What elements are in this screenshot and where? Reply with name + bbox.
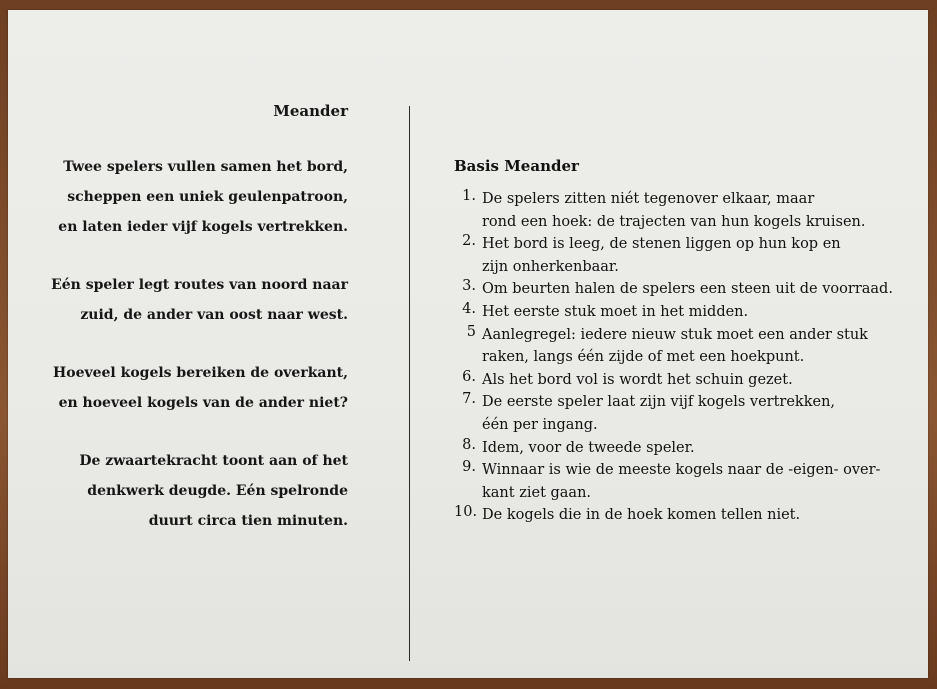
rule-text: [482, 301, 924, 324]
rule-text: [482, 188, 924, 233]
rule-item: [454, 301, 924, 324]
rule-line: één per ingang.: [482, 416, 598, 433]
rule-line: De kogels die in de hoek komen tellen niet.: [482, 507, 801, 524]
intro-stanza: [28, 446, 348, 536]
rule-line: rond een hoek: de trajecten van hun kogels kruisen.: [482, 213, 866, 230]
rule-item: [454, 233, 924, 278]
rule-line: raken, langs één zijde of met een hoekpunt.: [482, 349, 805, 366]
rules-card: [8, 10, 928, 678]
rule-line: Het bord is leeg, de stenen liggen op hun kop en: [482, 236, 841, 253]
rule-text: [482, 369, 924, 392]
rule-item: [454, 391, 924, 436]
stanza-line: Hoeveel kogels bereiken de overkant,: [53, 365, 348, 381]
rule-text: [482, 278, 924, 301]
rule-item: [454, 324, 924, 369]
rule-text: [482, 391, 924, 436]
rule-number: 1.: [462, 188, 476, 204]
rule-item: [454, 188, 924, 233]
rule-number: 3.: [462, 278, 476, 295]
rule-item: [454, 459, 924, 504]
intro-stanza: [28, 270, 348, 330]
rules-title: Basis Meander: [454, 157, 579, 175]
rule-line: De eerste speler laat zijn vijf kogels vertrekken,: [482, 394, 836, 411]
intro-stanza: [28, 152, 348, 242]
rule-item: [454, 437, 924, 460]
rule-item: [454, 504, 924, 527]
intro-column: [28, 102, 348, 564]
rule-line: Idem, voor de tweede speler.: [482, 439, 695, 456]
rule-text: [482, 459, 924, 504]
rule-line: Het eerste stuk moet in het midden.: [482, 303, 749, 320]
rule-number: 7.: [462, 391, 476, 408]
stanza-line: en laten ieder vijf kogels vertrekken.: [58, 219, 348, 235]
stanza-line: scheppen een uniek geulenpatroon,: [67, 189, 348, 205]
rules-column: [454, 157, 924, 527]
rule-number: 4.: [462, 300, 476, 317]
rule-line: Winnaar is wie de meeste kogels naar de -eigen- over-: [482, 462, 881, 479]
rule-number: 2.: [462, 233, 476, 250]
rule-text: [482, 504, 924, 527]
rule-number: 10.: [454, 504, 478, 521]
rule-line: kant ziet gaan.: [482, 484, 592, 501]
game-title: Meander: [273, 102, 348, 120]
rule-line: De spelers zitten niét tegenover elkaar, maar: [482, 191, 815, 207]
rule-number: 8.: [462, 436, 476, 453]
stanza-line: Eén speler legt routes van noord naar: [51, 277, 348, 293]
rule-item: [454, 369, 924, 392]
column-divider: [409, 106, 410, 661]
rule-item: [454, 278, 924, 301]
rule-text: [482, 437, 924, 460]
rule-line: Om beurten halen de spelers een steen uit de voorraad.: [482, 281, 893, 298]
stanza-line: denkwerk deugde. Eén spelronde: [87, 483, 348, 499]
rule-line: Aanlegregel: iedere nieuw stuk moet een ander stuk: [482, 326, 868, 343]
rule-text: [482, 233, 924, 278]
stanza-line: en hoeveel kogels van de ander niet?: [58, 395, 348, 411]
rule-number: 9.: [462, 459, 476, 476]
stanza-line: zuid, de ander van oost naar west.: [80, 307, 348, 323]
rule-text: [482, 324, 924, 369]
intro-stanza: [28, 358, 348, 418]
stanza-line: De zwaartekracht toont aan of het: [79, 453, 348, 469]
rule-line: Als het bord vol is wordt het schuin gezet.: [482, 371, 793, 388]
stanza-line: Twee spelers vullen samen het bord,: [63, 159, 348, 175]
rule-number: 6.: [462, 368, 476, 385]
rule-number: 5: [466, 323, 476, 340]
rule-line: zijn onherkenbaar.: [482, 258, 619, 275]
stanza-line: duurt circa tien minuten.: [148, 513, 348, 529]
